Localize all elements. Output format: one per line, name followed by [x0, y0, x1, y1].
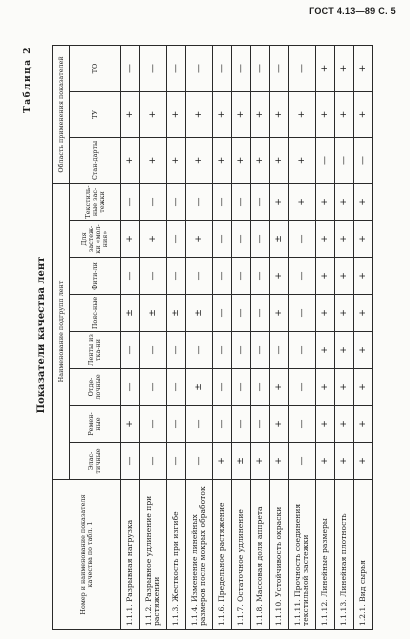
applicability-cell: + — [335, 369, 354, 406]
table-row — [167, 45, 186, 629]
applicability-cell: — — [289, 332, 316, 369]
applicability-cell: + — [213, 137, 232, 183]
applicability-cell: + — [167, 137, 186, 183]
applicability-cell: — — [335, 137, 354, 183]
applicability-cell: — — [232, 45, 251, 91]
indicator-name: 1.1.3. Жесткость при изгибе — [167, 480, 186, 630]
table-number: Таблица 2 — [23, 46, 33, 113]
applicability-cell: — — [232, 221, 251, 258]
column-header: Ремен-ные — [70, 406, 121, 443]
column-header: ТУ — [70, 91, 121, 137]
applicability-cell: + — [335, 91, 354, 137]
applicability-cell: + — [335, 45, 354, 91]
applicability-cell: — — [213, 258, 232, 295]
applicability-cell: — — [167, 258, 186, 295]
table-row — [251, 45, 270, 629]
applicability-cell: + — [354, 369, 373, 406]
applicability-cell: + — [335, 406, 354, 443]
applicability-cell: — — [121, 183, 140, 220]
applicability-cell: + — [335, 295, 354, 332]
applicability-cell: + — [335, 221, 354, 258]
column-header: Элас-тичные — [70, 443, 121, 480]
indicator-column-header: Номер и наименование показателя качества по табл. 1 — [53, 480, 121, 630]
indicator-name: 1.2.1. Вид сырья — [354, 480, 373, 630]
applicability-cell: — — [232, 332, 251, 369]
applicability-cell: + — [270, 137, 289, 183]
applicability-cell: — — [167, 332, 186, 369]
applicability-cell: + — [213, 91, 232, 137]
applicability-cell: + — [270, 369, 289, 406]
applicability-cell: + — [270, 295, 289, 332]
applicability-cell: — — [251, 258, 270, 295]
quality-indicators-table — [52, 45, 373, 630]
indicator-name: 1.1.12. Линейные размеры — [316, 480, 335, 630]
applicability-cell: — — [232, 258, 251, 295]
column-header: ТО — [70, 45, 121, 91]
applicability-cell: + — [270, 91, 289, 137]
applicability-cell: — — [289, 443, 316, 480]
applicability-cell: ± — [270, 221, 289, 258]
table-row — [140, 45, 167, 629]
applicability-cell: — — [213, 369, 232, 406]
page-header: ГОСТ 4.13—89 С. 5 — [309, 6, 396, 16]
applicability-cell: — — [186, 45, 213, 91]
applicability-cell: + — [186, 91, 213, 137]
applicability-cell: + — [140, 221, 167, 258]
applicability-cell: — — [270, 332, 289, 369]
applicability-cell: + — [354, 443, 373, 480]
applicability-cell: — — [251, 183, 270, 220]
applicability-cell: + — [270, 406, 289, 443]
applicability-cell: + — [354, 406, 373, 443]
applicability-cell: — — [213, 406, 232, 443]
applicability-cell: + — [251, 91, 270, 137]
applicability-cell: — — [186, 406, 213, 443]
column-header: Отде-лочные — [70, 369, 121, 406]
applicability-cell: — — [251, 221, 270, 258]
applicability-cell: + — [316, 369, 335, 406]
table-row — [335, 45, 354, 629]
applicability-cell: — — [121, 332, 140, 369]
applicability-cell: ± — [186, 295, 213, 332]
applicability-cell: + — [232, 91, 251, 137]
applicability-cell: — — [213, 332, 232, 369]
applicability-cell: — — [167, 443, 186, 480]
indicator-name: 1.1.10. Устойчивость окраски — [270, 480, 289, 630]
indicator-name: 1.1.11. Прочность соединения текстильной застежки — [289, 480, 316, 630]
table-row — [213, 45, 232, 629]
applicability-cell: — — [354, 137, 373, 183]
applicability-cell: — — [140, 443, 167, 480]
applicability-cell: + — [354, 221, 373, 258]
indicator-name: 1.1.2. Разрывное удлинение при растяжении — [140, 480, 167, 630]
applicability-cell: — — [232, 406, 251, 443]
applicability-cell: — — [140, 406, 167, 443]
applicability-cell: + — [121, 221, 140, 258]
column-header: Фити-ли — [70, 258, 121, 295]
applicability-cell: — — [121, 369, 140, 406]
applicability-cell: — — [270, 45, 289, 91]
table-row — [232, 45, 251, 629]
applicability-cell: ± — [167, 295, 186, 332]
applicability-cell: + — [121, 91, 140, 137]
application-area-header: Область применения показателей — [53, 45, 70, 183]
applicability-cell: — — [167, 369, 186, 406]
applicability-cell: + — [316, 258, 335, 295]
applicability-cell: + — [354, 332, 373, 369]
applicability-cell: — — [167, 183, 186, 220]
applicability-cell: — — [232, 183, 251, 220]
applicability-cell: — — [167, 45, 186, 91]
applicability-cell: + — [167, 91, 186, 137]
applicability-cell: — — [121, 258, 140, 295]
applicability-cell: — — [251, 406, 270, 443]
applicability-cell: — — [140, 45, 167, 91]
applicability-cell: — — [186, 332, 213, 369]
indicator-name: 1.1.13. Линейная плотность — [335, 480, 354, 630]
applicability-cell: + — [354, 45, 373, 91]
applicability-cell: — — [186, 443, 213, 480]
applicability-cell: — — [251, 332, 270, 369]
applicability-cell: + — [354, 258, 373, 295]
applicability-cell: + — [316, 443, 335, 480]
applicability-cell: — — [232, 295, 251, 332]
applicability-cell: + — [140, 91, 167, 137]
column-header: Для застеж-ки «мол-ния» — [70, 221, 121, 258]
applicability-cell: — — [121, 45, 140, 91]
applicability-cell: + — [251, 443, 270, 480]
applicability-cell: — — [251, 295, 270, 332]
table-row — [121, 45, 140, 629]
applicability-cell: — — [232, 369, 251, 406]
applicability-cell: + — [289, 137, 316, 183]
table-row — [270, 45, 289, 629]
applicability-cell: — — [140, 258, 167, 295]
applicability-cell: + — [289, 91, 316, 137]
applicability-cell: + — [121, 406, 140, 443]
applicability-cell: — — [186, 258, 213, 295]
applicability-cell: + — [251, 137, 270, 183]
applicability-cell: + — [270, 443, 289, 480]
applicability-cell: — — [121, 443, 140, 480]
column-header: Ленты из тка-ни — [70, 332, 121, 369]
applicability-cell: ± — [232, 443, 251, 480]
applicability-cell: — — [251, 45, 270, 91]
applicability-cell: — — [167, 406, 186, 443]
applicability-cell: — — [289, 406, 316, 443]
applicability-cell: — — [289, 221, 316, 258]
applicability-cell: ± — [121, 295, 140, 332]
applicability-cell: + — [316, 332, 335, 369]
applicability-cell: — — [140, 332, 167, 369]
applicability-cell: + — [354, 91, 373, 137]
indicator-name: 1.1.6. Предельное растяжение — [213, 480, 232, 630]
applicability-cell: + — [354, 295, 373, 332]
applicability-cell: ± — [186, 369, 213, 406]
applicability-cell: + — [270, 258, 289, 295]
applicability-cell: + — [289, 183, 316, 220]
applicability-cell: + — [316, 295, 335, 332]
column-header: Стан-дарты — [70, 137, 121, 183]
column-header: Текстиль-ные зас-тежки — [70, 183, 121, 220]
applicability-cell: + — [316, 183, 335, 220]
applicability-cell: ± — [140, 295, 167, 332]
table-row — [186, 45, 213, 629]
applicability-cell: + — [335, 183, 354, 220]
applicability-cell: + — [354, 183, 373, 220]
applicability-cell: — — [186, 183, 213, 220]
applicability-cell: — — [140, 369, 167, 406]
applicability-cell: + — [186, 221, 213, 258]
indicator-name: 1.1.8. Массовая доля аппрета — [251, 480, 270, 630]
applicability-cell: + — [270, 183, 289, 220]
table-title: Показатели качества лент — [36, 256, 47, 414]
applicability-cell: — — [289, 258, 316, 295]
applicability-cell: + — [335, 443, 354, 480]
rotated-table-block — [20, 40, 390, 630]
applicability-cell: + — [140, 137, 167, 183]
applicability-cell: + — [316, 91, 335, 137]
applicability-cell: — — [167, 221, 186, 258]
applicability-cell: + — [316, 406, 335, 443]
indicator-name: 1.1.7. Остаточное удлинение — [232, 480, 251, 630]
applicability-cell: + — [232, 137, 251, 183]
applicability-cell: — — [213, 45, 232, 91]
applicability-cell: — — [289, 369, 316, 406]
applicability-cell: + — [213, 443, 232, 480]
applicability-cell: + — [335, 332, 354, 369]
applicability-cell: — — [251, 369, 270, 406]
column-header: Пояс-ные — [70, 295, 121, 332]
applicability-cell: — — [213, 295, 232, 332]
indicator-name: 1.1.4. Изменение линейных размеров после мокрых обработок — [186, 480, 213, 630]
applicability-cell: — — [140, 183, 167, 220]
applicability-cell: + — [186, 137, 213, 183]
indicator-name: 1.1.1. Разрывная нагрузка — [121, 480, 140, 630]
applicability-cell: — — [213, 221, 232, 258]
applicability-cell: — — [289, 295, 316, 332]
table-row — [316, 45, 335, 629]
applicability-cell: + — [121, 137, 140, 183]
applicability-cell: — — [316, 137, 335, 183]
applicability-cell: — — [213, 183, 232, 220]
table-row — [354, 45, 373, 629]
tape-subgroups-header: Наименование подгрупп лент — [53, 183, 70, 479]
applicability-cell: + — [316, 221, 335, 258]
applicability-cell: + — [316, 45, 335, 91]
table-row — [289, 45, 316, 629]
applicability-cell: — — [289, 45, 316, 91]
applicability-cell: + — [335, 258, 354, 295]
